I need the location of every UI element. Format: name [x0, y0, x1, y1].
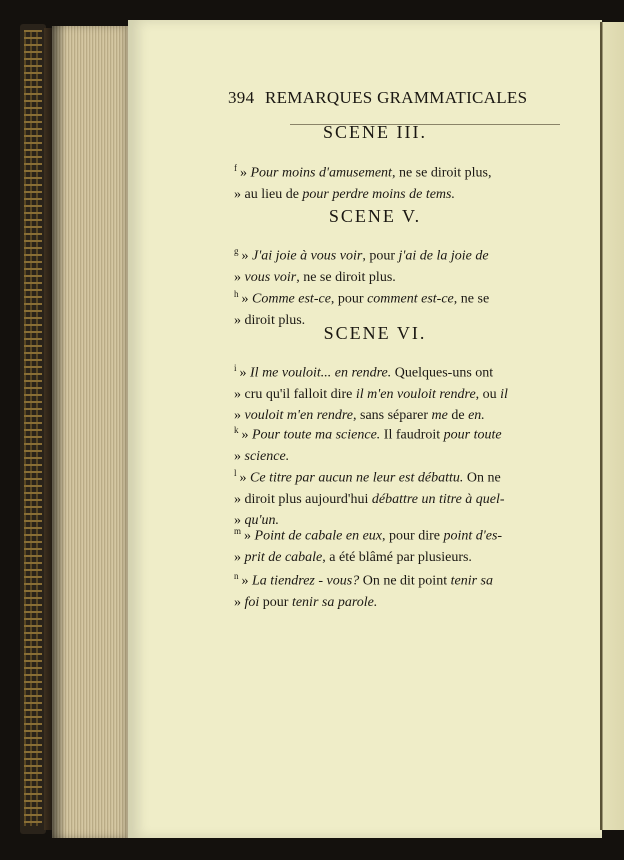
italic-run: Ce titre par aucun ne leur est débattu.	[250, 470, 464, 486]
text-line	[234, 463, 558, 489]
footnote-paragraph	[234, 420, 558, 467]
facing-page-edge	[600, 22, 624, 830]
italic-run: foi	[244, 594, 260, 610]
italic-run: Pour moins d'amusement	[250, 165, 392, 181]
footnote-paragraph	[234, 566, 558, 613]
footnote-marker: h	[234, 289, 239, 299]
text-run: de	[447, 407, 469, 423]
italic-run: pour toute	[443, 427, 502, 443]
text-run: »	[234, 512, 245, 528]
italic-run: débattre un titre à quel-	[371, 491, 505, 507]
italic-run: prit de cabale	[244, 549, 323, 565]
text-run: On ne	[463, 470, 501, 486]
italic-run: il m'en vouloit rendre	[355, 386, 476, 402]
text-run: »	[241, 573, 252, 589]
text-run: On ne dit point	[359, 573, 451, 589]
text-run: , ou	[475, 386, 501, 402]
italic-run: J'ai joie à vous voir	[252, 248, 363, 264]
footnote-paragraph	[234, 241, 558, 288]
text-run: Quelques-uns ont	[391, 365, 494, 381]
scene-heading: SCENE VI.	[323, 323, 427, 343]
text-run: , ne se	[453, 291, 490, 307]
text-run: » au lieu de	[234, 186, 303, 202]
running-title: REMARQUES GRAMMATICALES	[264, 88, 528, 107]
text-line	[234, 241, 558, 267]
footnote-marker: n	[234, 571, 239, 581]
text-run: , pour	[330, 291, 368, 307]
text-line	[234, 184, 558, 205]
footnote-paragraph	[234, 521, 558, 568]
text-run: , sans séparer	[353, 407, 432, 423]
text-line	[234, 566, 558, 592]
italic-run: en.	[468, 407, 485, 423]
text-run: , pour	[362, 248, 399, 264]
text-run: »	[241, 427, 252, 443]
text-run: Il faudroit	[380, 427, 444, 443]
text-line	[234, 420, 558, 446]
italic-run: vous voir	[244, 269, 297, 285]
italic-run: tenir sa	[450, 573, 493, 589]
gilt-spine-ornament	[24, 30, 42, 826]
italic-run: il	[500, 386, 508, 402]
text-run: , ne se diroit plus,	[391, 165, 492, 181]
text-run: »	[234, 594, 245, 610]
italic-run: me	[431, 407, 448, 423]
text-line	[234, 284, 558, 310]
text-run: , pour dire	[382, 528, 444, 544]
footnote-marker: g	[234, 246, 239, 256]
italic-run: pour perdre moins de tems.	[302, 186, 455, 202]
text-run: » cru qu'il falloit dire	[234, 386, 356, 402]
text-run: » diroit plus aujourd'hui	[234, 491, 372, 507]
italic-run: Pour toute ma science.	[252, 427, 381, 443]
text-line	[234, 521, 558, 547]
page-number: 394	[228, 88, 255, 107]
footnote-marker: k	[234, 425, 239, 435]
italic-run: comment est-ce	[367, 291, 454, 307]
book-spine	[20, 24, 46, 834]
text-run: »	[241, 291, 252, 307]
italic-run: vouloit m'en rendre	[244, 407, 353, 423]
italic-run: Comme est-ce	[252, 291, 331, 307]
text-run: »	[234, 448, 245, 464]
footnote-marker: m	[234, 526, 242, 536]
italic-run: Point de cabale en eux	[254, 528, 383, 544]
text-line	[234, 158, 558, 184]
running-header	[228, 88, 528, 108]
text-run: »	[239, 470, 251, 486]
scene-heading: SCENE III.	[323, 122, 427, 142]
text-line	[234, 384, 558, 405]
text-line	[234, 358, 558, 384]
italic-run: qu'un.	[244, 512, 279, 528]
text-run: »	[241, 248, 252, 264]
footnote-marker: f	[234, 163, 237, 173]
text-line	[234, 547, 558, 568]
text-run: , ne se diroit plus.	[296, 269, 396, 285]
italic-run: j'ai de la joie de	[398, 248, 489, 264]
gutter-shadow	[52, 26, 66, 838]
footnote-paragraph	[234, 158, 558, 205]
text-run: »	[234, 407, 245, 423]
footnote-paragraph	[234, 358, 558, 426]
text-run: »	[234, 269, 245, 285]
italic-run: point d'es-	[443, 528, 503, 544]
text-run: »	[240, 165, 251, 181]
text-line	[234, 489, 558, 510]
italic-run: Il me vouloit... en rendre.	[250, 365, 392, 381]
text-run: »	[234, 549, 245, 565]
footnote-marker: i	[234, 363, 237, 373]
italic-run: science.	[244, 448, 290, 464]
text-run: »	[244, 528, 255, 544]
italic-run: tenir sa parole.	[291, 594, 378, 610]
italic-run: La tiendrez - vous?	[252, 573, 360, 589]
text-line	[234, 592, 558, 613]
text-run: pour	[259, 594, 292, 610]
text-run: » diroit plus.	[234, 312, 306, 328]
footnote-marker: l	[234, 468, 237, 478]
text-run: »	[239, 365, 251, 381]
text-run: , a été blâmé par plusieurs.	[322, 549, 472, 565]
scene-heading: SCENE V.	[328, 206, 422, 226]
